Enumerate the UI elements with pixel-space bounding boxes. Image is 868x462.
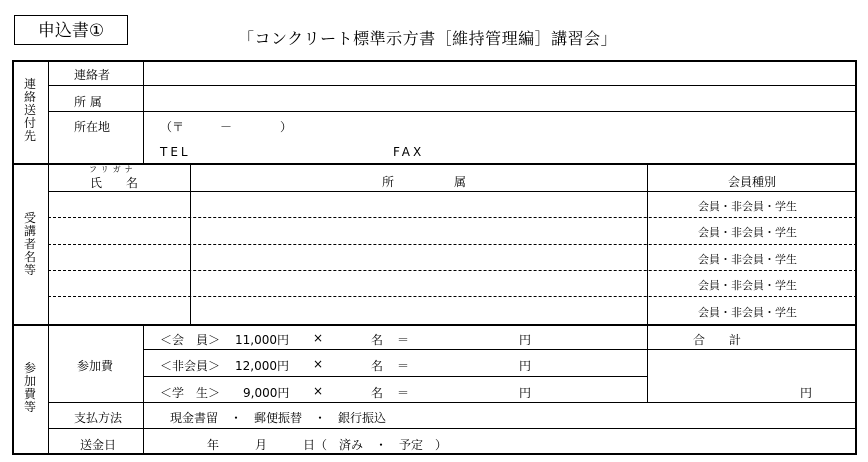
fee-price: 9,000円 xyxy=(243,386,290,400)
affiliation-header: 所 属 xyxy=(382,175,467,189)
attendee-row-line xyxy=(48,244,857,245)
attendee-row-line xyxy=(48,270,857,271)
section-divider xyxy=(12,324,857,326)
yen-unit: 円 xyxy=(519,359,532,373)
member-type-option[interactable]: 会員・非会員・学生 xyxy=(698,279,797,292)
contact-affiliation-field[interactable] xyxy=(147,88,852,108)
total-yen-unit: 円 xyxy=(800,386,813,400)
fee-type-nonmember: ＜非会員＞ xyxy=(160,359,221,373)
fee-row-line xyxy=(48,402,857,403)
nonmember-count-field[interactable] xyxy=(328,355,366,372)
fee-total-divider xyxy=(647,324,648,402)
count-unit: 名 xyxy=(371,333,384,347)
fee-label-divider xyxy=(143,324,144,455)
member-type-option[interactable]: 会員・非会員・学生 xyxy=(698,226,797,239)
payment-method-options[interactable]: 現金書留 ・ 郵便振替 ・ 銀行振込 xyxy=(170,411,387,425)
equals-sign: ＝ xyxy=(397,333,410,347)
attendee-row-line xyxy=(48,217,857,218)
contact-name-field[interactable] xyxy=(147,63,852,83)
attendee-section-label: 受講者名等 xyxy=(23,211,36,277)
fee-type-member: ＜会 員＞ xyxy=(160,333,221,347)
form-number-box: 申込書① xyxy=(14,15,128,45)
furigana-label: フリガナ xyxy=(89,165,137,174)
fee-section-label: 参加費等 xyxy=(23,361,36,414)
student-count-field[interactable] xyxy=(328,382,366,399)
fee-type-student: ＜学 生＞ xyxy=(160,386,221,400)
send-date-label: 送金日 xyxy=(80,438,117,452)
count-unit: 名 xyxy=(371,386,384,400)
contact-address-label: 所在地 xyxy=(74,120,111,134)
total-label: 合 計 xyxy=(693,333,742,347)
equals-sign: ＝ xyxy=(397,386,410,400)
fee-row-line xyxy=(143,376,647,377)
member-type-option[interactable]: 会員・非会員・学生 xyxy=(698,306,797,319)
fee-price: 12,000円 xyxy=(235,359,289,373)
member-count-field[interactable] xyxy=(328,329,366,346)
attendee-row-line xyxy=(48,296,857,297)
member-type-option[interactable]: 会員・非会員・学生 xyxy=(698,253,797,266)
member-subtotal-field[interactable] xyxy=(412,329,512,346)
fax-label: FAX xyxy=(393,145,425,159)
section-label-column xyxy=(48,60,49,455)
postal-code-field[interactable]: （〒 － ） xyxy=(160,120,293,134)
count-unit: 名 xyxy=(371,359,384,373)
fee-price: 11,000円 xyxy=(235,333,289,347)
payment-method-label: 支払方法 xyxy=(74,411,123,425)
tel-label: TEL xyxy=(160,145,191,159)
fee-label: 参加費 xyxy=(77,359,114,373)
contact-row-line xyxy=(48,85,857,86)
yen-unit: 円 xyxy=(519,386,532,400)
form-title: 「コンクリート標準示方書［維持管理編］講習会」 xyxy=(238,29,618,48)
nonmember-subtotal-field[interactable] xyxy=(412,355,512,372)
section-divider xyxy=(12,163,857,165)
send-date-field[interactable]: 年 月 日（ 済み ・ 予定 ） xyxy=(207,438,448,452)
fee-row-line xyxy=(48,428,857,429)
times-sign: × xyxy=(313,384,324,398)
equals-sign: ＝ xyxy=(397,359,410,373)
member-type-header: 会員種別 xyxy=(728,175,777,189)
yen-unit: 円 xyxy=(519,333,532,347)
times-sign: × xyxy=(313,357,324,371)
attendee-header-line xyxy=(48,191,857,192)
name-header: 氏 名 xyxy=(90,176,139,190)
contact-affiliation-label: 所 属 xyxy=(74,95,102,109)
student-subtotal-field[interactable] xyxy=(412,382,512,399)
times-sign: × xyxy=(313,331,324,345)
contact-section-label: 連絡送付先 xyxy=(23,77,36,143)
contact-name-label: 連絡者 xyxy=(74,68,111,82)
fee-row-line xyxy=(143,349,857,350)
total-amount-field[interactable] xyxy=(652,352,792,398)
contact-row-line xyxy=(48,111,857,112)
member-type-option[interactable]: 会員・非会員・学生 xyxy=(698,200,797,213)
